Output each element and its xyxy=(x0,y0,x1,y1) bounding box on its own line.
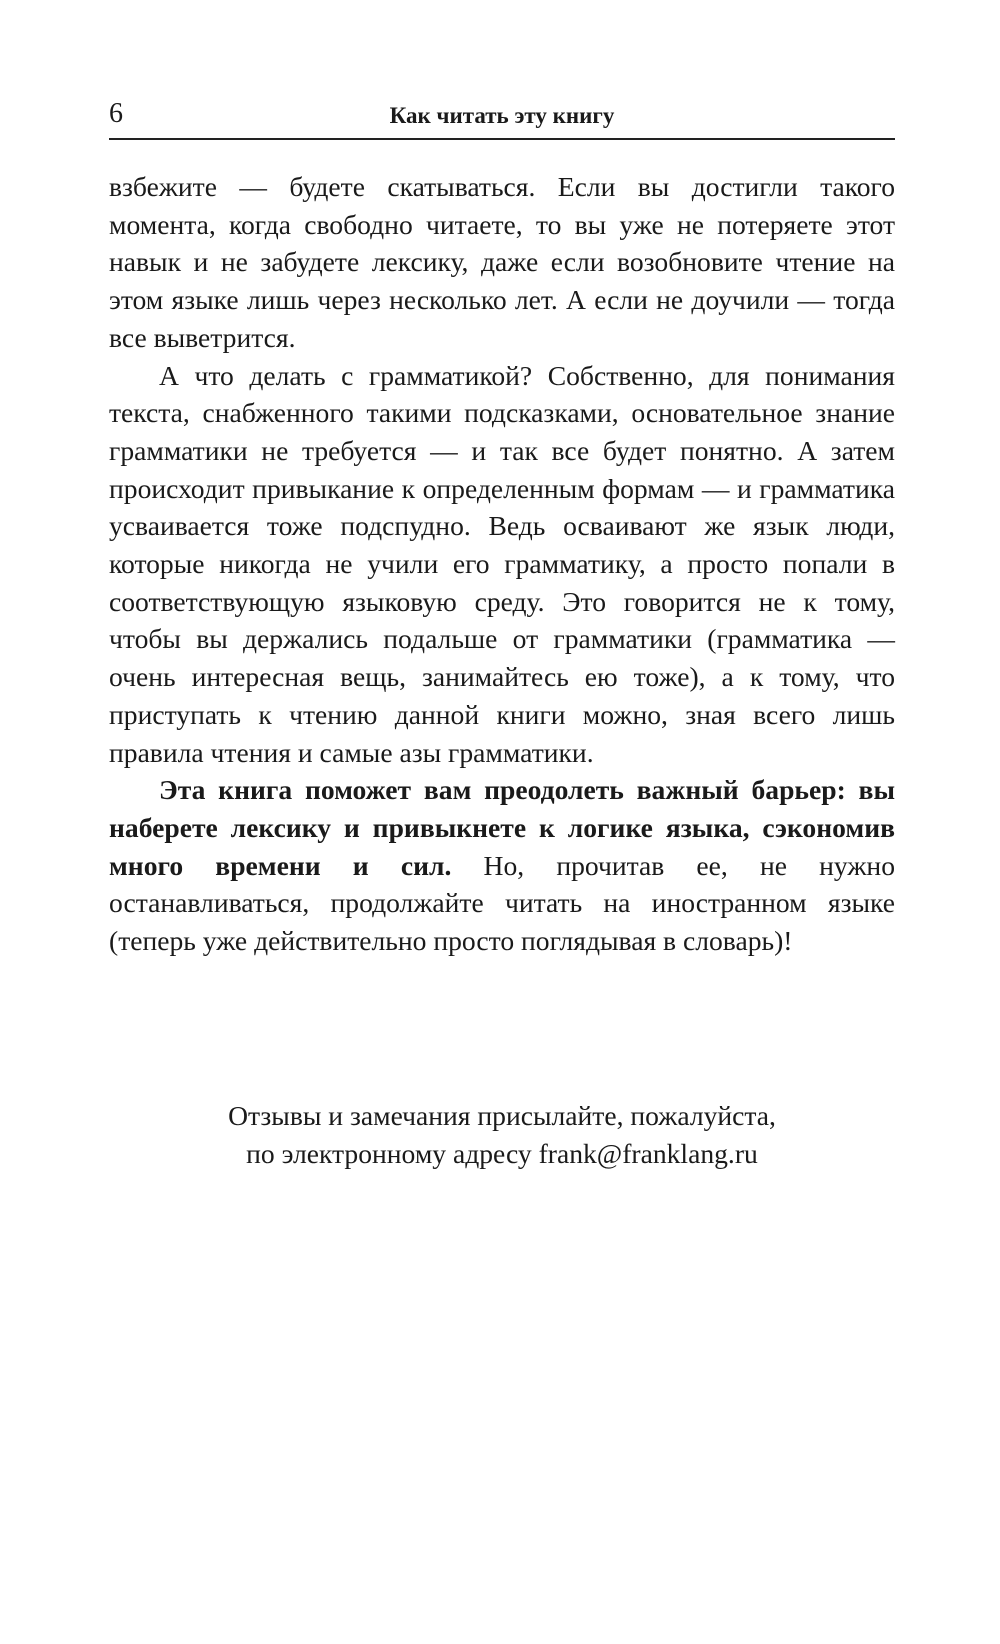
contact-line-2: по электронному адресу frank@franklang.ru xyxy=(246,1138,758,1169)
contact-line-1: Отзывы и замечания присылайте, пожалуйста, xyxy=(228,1100,776,1131)
paragraph-1: взбежите — будете скатываться. Если вы достигли такого момента, когда свободно читаете, то вы уже не потеряете этот навык и не забудете лексику, даже если возобновите чтение на этом языке лишь через несколько лет. А если не доучили — тогда все выветрится. xyxy=(109,171,895,353)
body-text xyxy=(109,168,895,960)
paragraph-2: А что делать с грамматикой? Собственно, для понимания текста, снабженного такими подсказками, основательное знание грамматики не требуется — и так все будет понятно. А затем происходит привыкание к определенным формам — и грамматика усваивается тоже подспудно. Ведь осваивают же язык люди, которые никогда не учили его грамматику, а просто попали в соответствующую языковую среду. Это говорится не к тому, чтобы вы держались подальше от грамматики (грамматика — очень интересная вещь, занимайтесь ею тоже), а к тому, что приступать к чтению данной книги можно, зная всего лишь правила чтения и самые азы грамматики. xyxy=(109,359,895,768)
chapter-title: Как читать эту книгу xyxy=(389,103,615,128)
contact-note xyxy=(109,1097,895,1173)
paragraph-3 xyxy=(109,771,895,960)
paragraph-3-emphasis: Эта книга поможет вам преодолеть важный барьер: вы наберете лексику и привыкнете к логике языка, сэкономив много времени и сил. xyxy=(109,774,895,881)
running-header xyxy=(109,92,895,140)
paragraph-3-text: Но, прочитав ее, не нужно останавливаться, продолжайте читать на иностранном языке (теперь уже действительно просто поглядывая в словарь)! xyxy=(109,849,895,957)
page-number: 6 xyxy=(109,98,123,129)
